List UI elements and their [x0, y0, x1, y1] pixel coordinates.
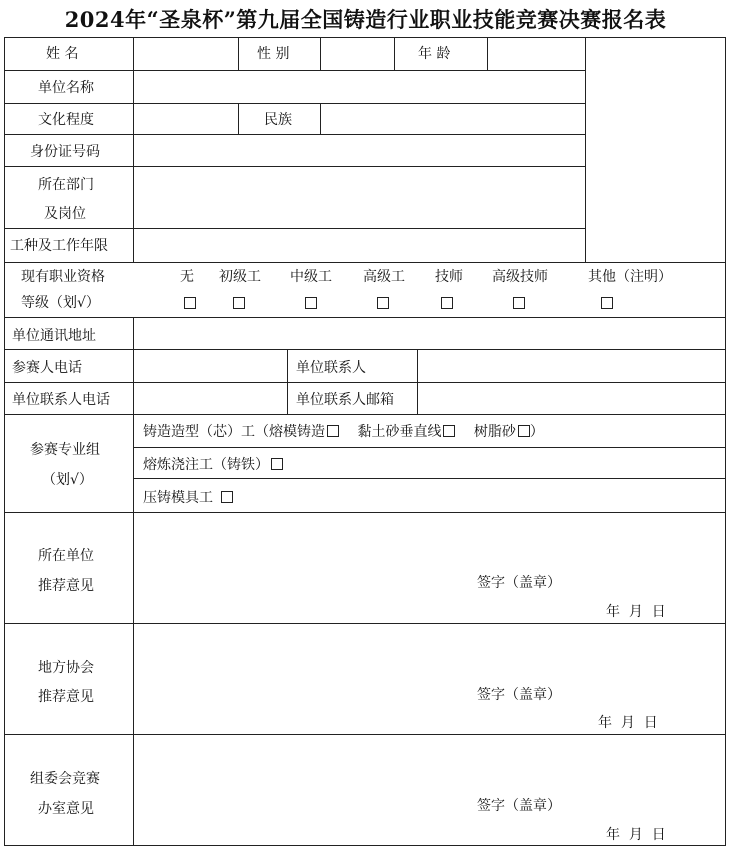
- department-label: 所在部门: [38, 177, 94, 193]
- contact-email-label: 单位联系人邮箱: [296, 392, 394, 408]
- group-option-smelting: [143, 457, 283, 473]
- row-divider: [4, 103, 586, 104]
- row-divider: [4, 382, 726, 383]
- group-label-2: （划√）: [42, 472, 93, 488]
- qual-option-senior: 高级工: [363, 269, 405, 285]
- qual-checkbox-senior[interactable]: [377, 297, 389, 309]
- association-opinion-label-2: 推荐意见: [38, 689, 94, 705]
- contact-phone-label: 单位联系人电话: [12, 392, 110, 408]
- unit-address-label: 单位通讯地址: [12, 328, 96, 344]
- ethnicity-label: 民族: [264, 112, 292, 128]
- qual-option-senior-technician: 高级技师: [492, 269, 548, 285]
- row-divider: [4, 262, 726, 263]
- qual-option-junior: 初级工: [219, 269, 261, 285]
- qual-checkbox-other[interactable]: [601, 297, 613, 309]
- row-divider: [133, 478, 726, 479]
- unit-opinion-label: 所在单位: [38, 548, 94, 564]
- unit-name-label: 单位名称: [38, 80, 94, 96]
- qual-option-other: 其他（注明）: [588, 269, 672, 285]
- table-border: [4, 37, 726, 38]
- group-option-die-casting: [143, 490, 233, 506]
- qual-checkbox-senior-technician[interactable]: [513, 297, 525, 309]
- checkbox-investment-casting[interactable]: [327, 425, 339, 437]
- col-divider: [320, 103, 321, 134]
- checkbox-clay-sand[interactable]: [443, 425, 455, 437]
- group-smelting-label: 熔炼浇注工（铸铁）: [143, 457, 269, 473]
- group-casting-suffix: ）: [529, 424, 544, 440]
- job-years-label: 工种及工作年限: [10, 238, 108, 254]
- row-divider: [4, 70, 586, 71]
- qual-checkbox-intermediate[interactable]: [305, 297, 317, 309]
- unit-signature-label: 签字（盖章）: [477, 575, 561, 591]
- qualification-label-2: 等级（划√）: [21, 295, 100, 311]
- col-divider: [238, 103, 239, 134]
- col-divider: [238, 37, 239, 70]
- committee-signature-label: 签字（盖章）: [477, 798, 561, 814]
- position-label: 及岗位: [44, 206, 86, 222]
- col-divider: [487, 37, 488, 70]
- group-casting-resin: 树脂砂: [473, 424, 516, 440]
- qual-checkbox-none[interactable]: [184, 297, 196, 309]
- association-date-label: 年 月 日: [598, 715, 658, 731]
- row-divider: [4, 166, 586, 167]
- unit-opinion-label-2: 推荐意见: [38, 578, 94, 594]
- checkbox-resin-sand[interactable]: [518, 425, 530, 437]
- photo-cell-border: [585, 37, 586, 262]
- committee-opinion-label-2: 办室意见: [38, 801, 94, 817]
- form-title: 2024年“圣泉杯”第九届全国铸造行业职业技能竞赛决赛报名表: [64, 7, 667, 32]
- row-divider: [4, 134, 586, 135]
- col-divider: [417, 349, 418, 414]
- phone-label: 参赛人电话: [12, 360, 82, 376]
- committee-date-label: 年 月 日: [606, 827, 666, 843]
- association-signature-label: 签字（盖章）: [477, 687, 561, 703]
- checkbox-smelting[interactable]: [271, 458, 283, 470]
- age-label: 年 龄: [418, 46, 451, 62]
- qualification-label: 现有职业资格: [21, 269, 105, 285]
- col-divider: [287, 349, 288, 414]
- col-divider: [394, 37, 395, 70]
- association-opinion-label: 地方协会: [38, 660, 94, 676]
- row-divider: [4, 623, 726, 624]
- row-divider: [4, 414, 726, 415]
- qual-option-technician: 技师: [435, 269, 463, 285]
- qual-checkbox-junior[interactable]: [233, 297, 245, 309]
- group-die-casting-label: 压铸模具工: [143, 490, 213, 506]
- group-label: 参赛专业组: [30, 442, 100, 458]
- table-border: [4, 845, 726, 846]
- table-border: [4, 37, 5, 846]
- name-label: 姓 名: [46, 46, 79, 62]
- col-divider: [320, 37, 321, 70]
- qual-checkbox-technician[interactable]: [441, 297, 453, 309]
- id-number-label: 身份证号码: [30, 144, 100, 160]
- row-divider: [4, 317, 726, 318]
- table-border: [725, 37, 726, 846]
- row-divider: [4, 228, 586, 229]
- education-label: 文化程度: [38, 112, 94, 128]
- row-divider: [4, 734, 726, 735]
- col-divider: [133, 317, 134, 846]
- row-divider: [4, 512, 726, 513]
- group-casting-clay: 黏土砂垂直线: [357, 424, 442, 440]
- row-divider: [133, 447, 726, 448]
- committee-opinion-label: 组委会竞赛: [30, 771, 100, 787]
- col-divider: [133, 37, 134, 262]
- row-divider: [4, 349, 726, 350]
- checkbox-die-casting[interactable]: [221, 491, 233, 503]
- group-option-casting: [143, 424, 544, 440]
- qual-option-intermediate: 中级工: [290, 269, 332, 285]
- unit-date-label: 年 月 日: [606, 604, 666, 620]
- group-casting-prefix: 铸造造型（芯）工（熔模铸造: [143, 424, 325, 440]
- gender-label: 性 别: [257, 46, 290, 62]
- unit-contact-label: 单位联系人: [296, 360, 366, 376]
- qual-option-none: 无: [180, 269, 194, 285]
